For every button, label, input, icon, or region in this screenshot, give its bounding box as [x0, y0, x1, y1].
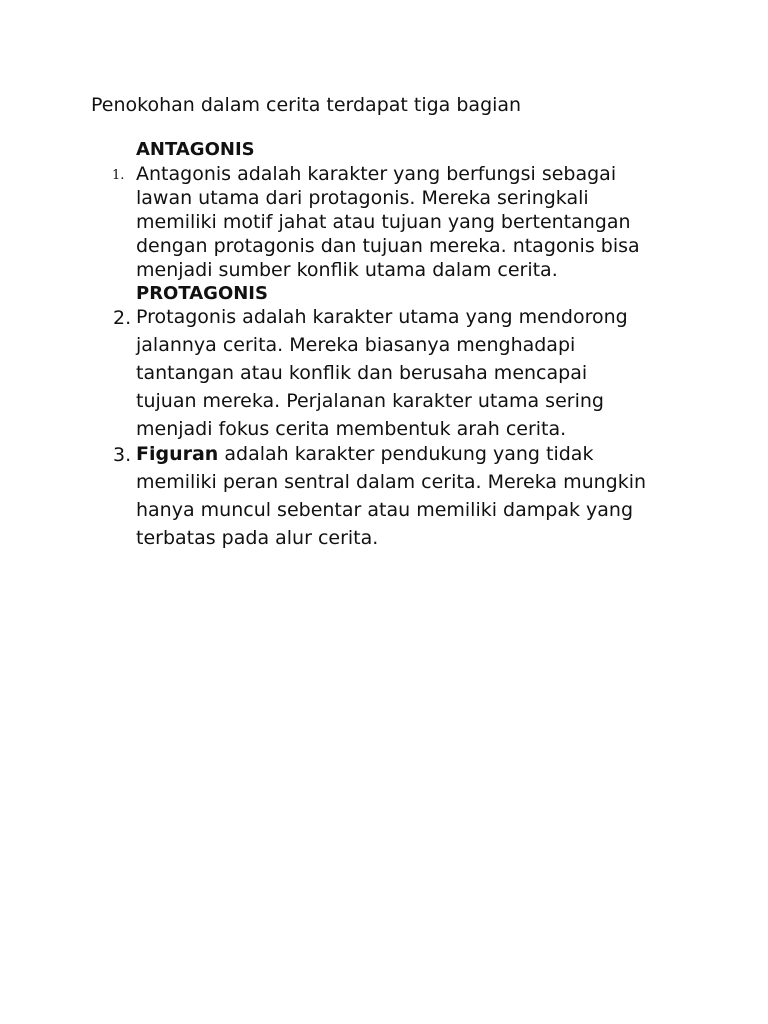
antagonis-line-3: memiliki motif jahat atau tujuan yang bertentangan: [136, 211, 631, 233]
antagonis-line-5: menjadi sumber konflik utama dalam cerita.: [136, 259, 558, 281]
antagonis-line-2: lawan utama dari protagonis. Mereka seringkali: [136, 187, 589, 209]
antagonis-line-4: dengan protagonis dan tujuan mereka. ntagonis bisa: [136, 235, 640, 257]
figuran-term: Figuran: [136, 443, 219, 465]
protagonis-line-3: tantangan atau konflik dan berusaha mencapai: [136, 362, 588, 384]
protagonis-heading: PROTAGONIS: [136, 283, 268, 304]
protagonis-line-2: jalannya cerita. Mereka biasanya menghadapi: [136, 334, 576, 356]
figuran-line-3: hanya muncul sebentar atau memiliki dampak yang: [136, 499, 634, 521]
figuran-line-2: memiliki peran sentral dalam cerita. Mereka mungkin: [136, 471, 647, 493]
figuran-paragraph: [136, 440, 646, 552]
protagonis-line-4: tujuan mereka. Perjalanan karakter utama sering: [136, 390, 604, 412]
list-number-2: 2.: [113, 307, 132, 329]
intro-text: Penokohan dalam cerita terdapat tiga bagian: [91, 94, 522, 116]
list-number-1: 1.: [112, 168, 125, 183]
antagonis-line-1: Antagonis adalah karakter yang berfungsi sebagai: [136, 163, 617, 185]
figuran-line-1-rest: adalah karakter pendukung yang tidak: [218, 443, 594, 465]
figuran-line-4: terbatas pada alur cerita.: [136, 527, 379, 549]
protagonis-paragraph: [136, 303, 628, 443]
figuran-line-1: [136, 440, 646, 468]
protagonis-line-1: Protagonis adalah karakter utama yang mendorong: [136, 306, 628, 328]
list-number-3: 3.: [113, 444, 132, 466]
antagonis-paragraph: [136, 162, 640, 282]
antagonis-heading: ANTAGONIS: [136, 139, 255, 160]
protagonis-line-5: menjadi fokus cerita membentuk arah cerita.: [136, 418, 567, 440]
